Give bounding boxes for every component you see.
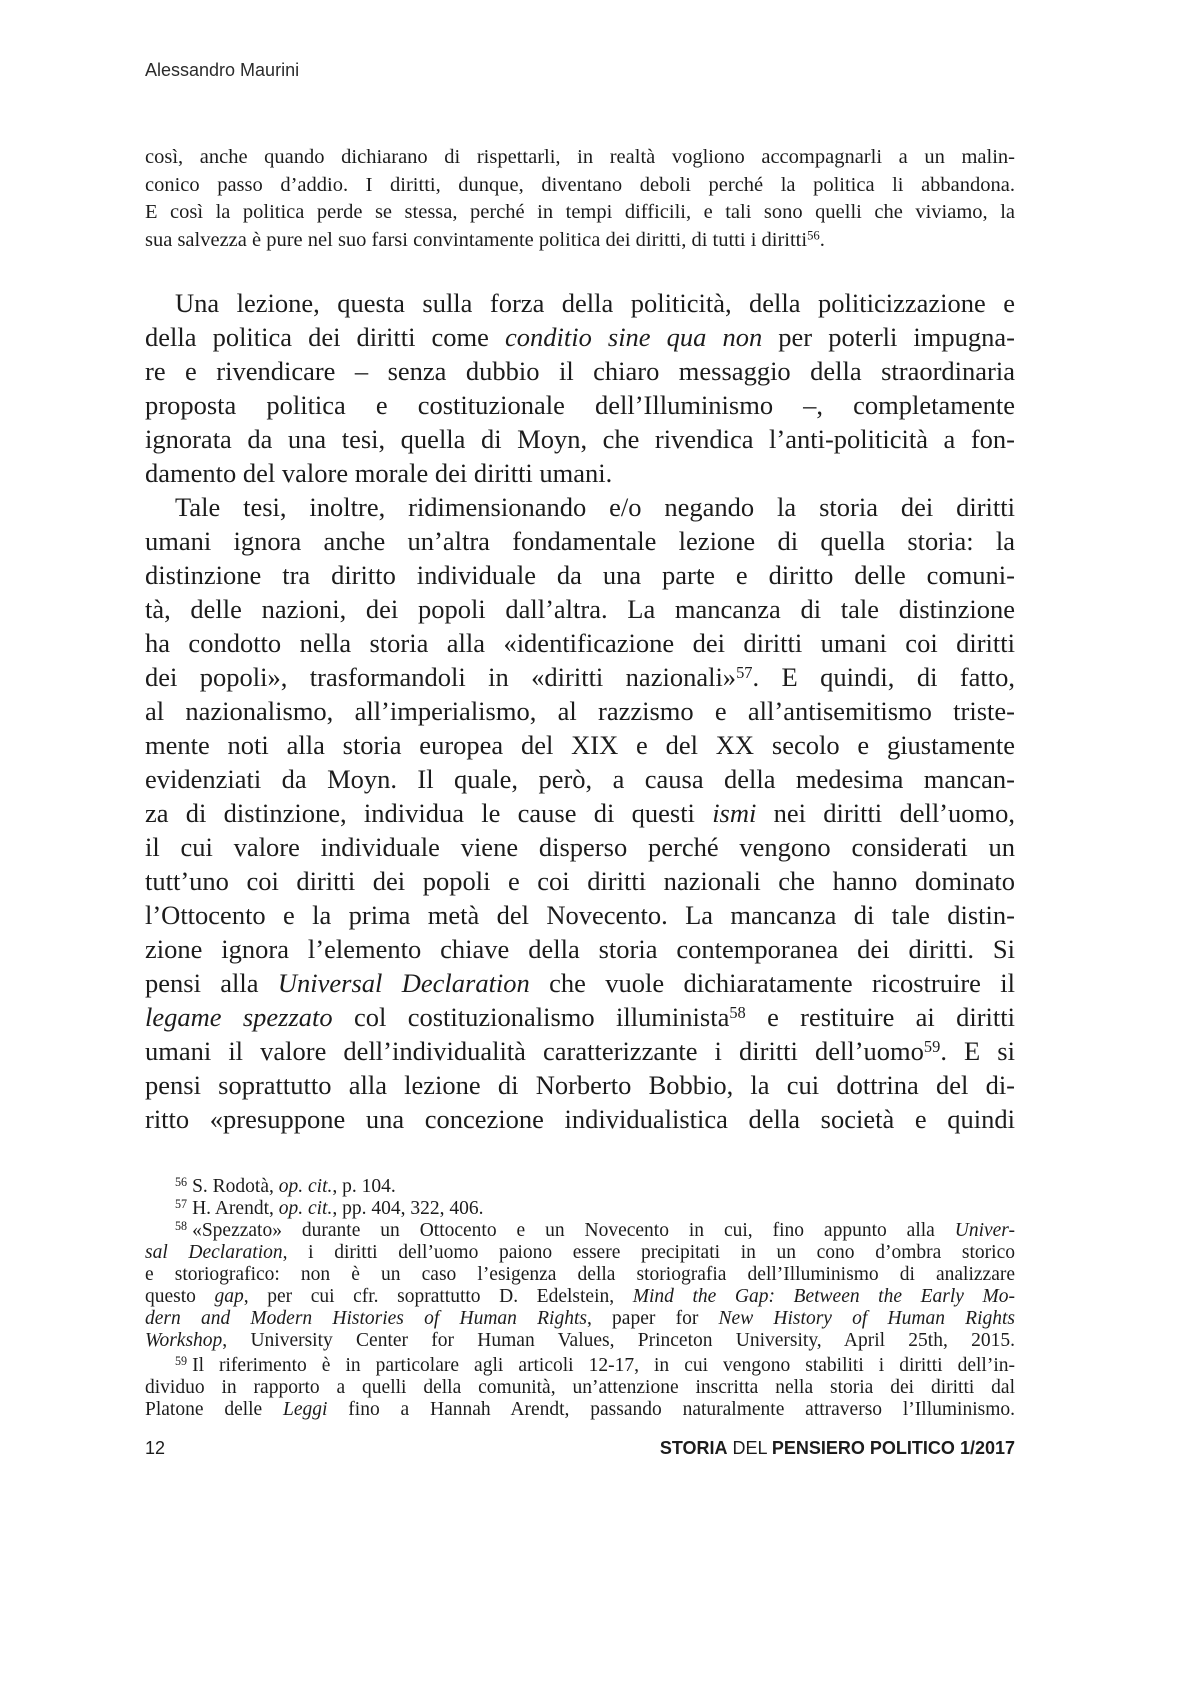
journal-issue: 1/2017 <box>959 1438 1015 1458</box>
text-run: e restituire ai diritti <box>745 1002 1015 1032</box>
italic-text: New History of Human Rights <box>718 1308 1016 1329</box>
text-run: za di distinzione, individua le cause di questi <box>145 798 713 828</box>
text-run: conico passo d’addio. I diritti, dunque, diventano deboli perché la politica li abbandona. <box>145 173 1015 196</box>
italic-text: op. cit. <box>278 1176 333 1197</box>
text-run: S. Rodotà, <box>192 1176 279 1197</box>
italic-text: conditio sine qua non <box>504 322 763 352</box>
footnote-line <box>145 1308 1015 1330</box>
footnote-ref: 56 <box>807 228 820 243</box>
footnote-line <box>145 1399 1015 1421</box>
footnote-text <box>192 1198 483 1219</box>
text-line <box>145 1034 1015 1068</box>
text-run: «Spezzato» durante un Ottocento e un Novecento in cui, fino appunto alla <box>192 1220 955 1241</box>
text-run: fino a Hannah Arendt, passando naturalmente attraverso l’Illuminismo. <box>327 1399 1015 1420</box>
quote-line <box>145 199 1015 227</box>
text-line <box>145 422 1015 456</box>
text-line <box>145 558 1015 592</box>
text-run: damento del valore morale dei diritti umani. <box>145 458 613 488</box>
quote-line <box>145 144 1015 172</box>
journal-title-word: DEL <box>732 1438 767 1458</box>
text-line <box>145 592 1015 626</box>
footnote-line <box>145 1220 1015 1242</box>
page-footer <box>145 1436 1015 1460</box>
footnote-line <box>145 1286 1015 1308</box>
text-line <box>145 864 1015 898</box>
footnote-line <box>145 1176 1015 1198</box>
text-run: zione ignora l’elemento chiave della storia contemporanea dei diritti. Si <box>145 934 1015 964</box>
text-run: mente noti alla storia europea del XIX e del XX secolo e giustamente <box>145 730 1015 760</box>
text-run: Platone delle <box>145 1399 284 1420</box>
text-line <box>145 1068 1015 1102</box>
text-line <box>145 490 1015 524</box>
italic-text: sal Declaration <box>145 1242 283 1263</box>
text-run: , paper for <box>586 1308 719 1329</box>
italic-text: Universal Declaration <box>277 968 530 998</box>
text-run: H. Arendt, <box>192 1198 279 1219</box>
quote-line <box>145 172 1015 200</box>
text-run: pensi alla <box>145 968 278 998</box>
text-run: dividuo in rapporto a quelli della comunità, un’attenzione inscritta nella storia dei diritti dal <box>145 1377 1015 1398</box>
text-line <box>145 660 1015 694</box>
text-run: sua salvezza è pure nel suo farsi convintamente politica dei diritti, di tutti i diritti <box>145 229 808 252</box>
footnote <box>145 1355 1015 1421</box>
footnote-number: 58 <box>175 1218 188 1233</box>
text-run: Il riferimento è in particolare agli articoli 12-17, in cui vengono stabiliti i diritti dell’in- <box>192 1355 1015 1376</box>
paragraph <box>145 286 1015 490</box>
text-run: il cui valore individuale viene disperso perché vengono considerati un <box>145 832 1015 862</box>
text-run: al nazionalismo, all’imperialismo, al razzismo e all’antisemitismo triste- <box>145 696 1015 726</box>
page-number: 12 <box>145 1438 166 1458</box>
text-line <box>145 1102 1015 1136</box>
text-run: nei diritti dell’uomo, <box>756 798 1015 828</box>
running-head-author: Alessandro Maurini <box>145 60 300 80</box>
italic-text: ismi <box>712 798 757 828</box>
text-line <box>145 898 1015 932</box>
italic-text: Univer- <box>954 1220 1015 1241</box>
text-run: re e rivendicare – senza dubbio il chiaro messaggio della straordinaria <box>145 356 1015 386</box>
block-quote <box>145 144 1015 255</box>
text-line <box>145 762 1015 796</box>
italic-text: Workshop <box>145 1330 223 1351</box>
footnote-number: 57 <box>175 1196 188 1211</box>
text-run: per poterli impugna- <box>762 322 1015 352</box>
text-run: proposta politica e costituzionale dell’Illuminismo –, completamente <box>145 390 1015 420</box>
footnote-ref: 58 <box>729 1002 746 1022</box>
footnote-text <box>192 1220 1015 1241</box>
journal-title <box>660 1436 1015 1460</box>
text-line <box>145 796 1015 830</box>
footnotes <box>145 1176 1015 1421</box>
text-run: così, anche quando dichiarano di rispettarli, in realtà vogliono accompagnarli a un malin- <box>145 146 1015 168</box>
text-run: col costituzionalismo illuminista <box>332 1002 730 1032</box>
text-run: , pp. 404, 322, 406. <box>332 1198 484 1219</box>
text-line <box>145 728 1015 762</box>
footnote-number: 56 <box>175 1174 188 1189</box>
text-run: . E quindi, di fatto, <box>752 662 1016 692</box>
text-run: . <box>819 229 825 252</box>
footnote-ref: 59 <box>923 1036 941 1056</box>
text-run: distinzione tra diritto individuale da una parte e diritto delle comuni- <box>145 560 1015 590</box>
text-line <box>145 286 1015 320</box>
text-run: , p. 104. <box>332 1176 396 1197</box>
text-run: E così la politica perde se stessa, perché in tempi difficili, e tali sono quelli che viviamo, la <box>145 201 1015 224</box>
italic-text: Mind the Gap: Between the Early Mo- <box>632 1286 1015 1307</box>
text-line <box>145 524 1015 558</box>
text-line <box>145 932 1015 966</box>
italic-text: gap <box>214 1286 244 1307</box>
text-run: che vuole dichiaratamente ricostruire il <box>529 968 1015 998</box>
text-run: . E si <box>940 1036 1015 1066</box>
footnote-text <box>192 1176 396 1197</box>
footnote-line <box>145 1377 1015 1399</box>
footnote-line <box>145 1355 1015 1377</box>
footnote-line <box>145 1264 1015 1286</box>
italic-text: op. cit. <box>278 1198 333 1219</box>
text-line <box>145 456 1015 490</box>
footnote <box>145 1176 1015 1198</box>
text-run: , i diritti dell’uomo paiono essere precipitati in un cono d’ombra storico <box>282 1242 1015 1263</box>
text-run: umani ignora anche un’altra fondamentale lezione di quella storia: la <box>145 526 1015 556</box>
text-run: , University Center for Human Values, Princeton University, April 25th, 2015. <box>222 1330 1015 1351</box>
text-run: ignorata da una tesi, quella di Moyn, che rivendica l’anti-politicità a fon- <box>145 424 1015 454</box>
text-run: l’Ottocento e la prima metà del Novecento. La mancanza di tale distin- <box>145 900 1015 930</box>
text-line <box>145 320 1015 354</box>
text-run: evidenziati da Moyn. Il quale, però, a causa della medesima mancan- <box>145 764 1015 794</box>
text-run: ha condotto nella storia alla «identificazione dei diritti umani coi diritti <box>145 628 1015 658</box>
text-run: , per cui cfr. soprattutto D. Edelstein, <box>243 1286 633 1307</box>
text-line <box>145 388 1015 422</box>
italic-text: Leggi <box>283 1399 328 1420</box>
footnote-line <box>145 1242 1015 1264</box>
text-run: e storiografico: non è un caso l’esigenza della storiografia dell’Illuminismo di analizzare <box>145 1264 1015 1285</box>
journal-title-word: PENSIERO POLITICO <box>771 1438 955 1458</box>
footnote-text <box>192 1355 1015 1376</box>
journal-title-word: STORIA <box>659 1438 728 1458</box>
italic-text: dern and Modern Histories of Human Rights <box>145 1308 587 1329</box>
quote-line <box>145 227 1015 255</box>
text-run: pensi soprattutto alla lezione di Norberto Bobbio, la cui dottrina del di- <box>145 1070 1015 1100</box>
text-run: tutt’uno coi diritti dei popoli e coi diritti nazionali che hanno dominato <box>145 866 1015 896</box>
text-line <box>145 694 1015 728</box>
footnote <box>145 1220 1015 1352</box>
footnote <box>145 1198 1015 1220</box>
text-line <box>145 354 1015 388</box>
text-run: della politica dei diritti come <box>145 322 505 352</box>
italic-text: legame spezzato <box>145 1002 333 1032</box>
text-run: ritto «presuppone una concezione individualistica della società e quindi <box>145 1104 1015 1134</box>
text-run: umani il valore dell’individualità caratterizzante i diritti dell’uomo <box>145 1036 924 1066</box>
body-text <box>145 286 1015 1136</box>
footnote-line <box>145 1198 1015 1220</box>
text-run: Tale tesi, inoltre, ridimensionando e/o negando la storia dei diritti <box>175 492 1015 522</box>
text-line <box>145 1000 1015 1034</box>
text-line <box>145 966 1015 1000</box>
text-run: questo <box>145 1286 215 1307</box>
footnote-number: 59 <box>175 1353 188 1368</box>
text-run: tà, delle nazioni, dei popoli dall’altra. La mancanza di tale distinzione <box>145 594 1015 624</box>
footnote-line <box>145 1330 1015 1352</box>
text-run: Una lezione, questa sulla forza della politicità, della politicizzazione e <box>175 288 1015 318</box>
text-line <box>145 830 1015 864</box>
text-run: dei popoli», trasformandoli in «diritti nazionali» <box>145 662 737 692</box>
text-line <box>145 626 1015 660</box>
paragraph <box>145 490 1015 1136</box>
footnote-ref: 57 <box>736 662 753 682</box>
